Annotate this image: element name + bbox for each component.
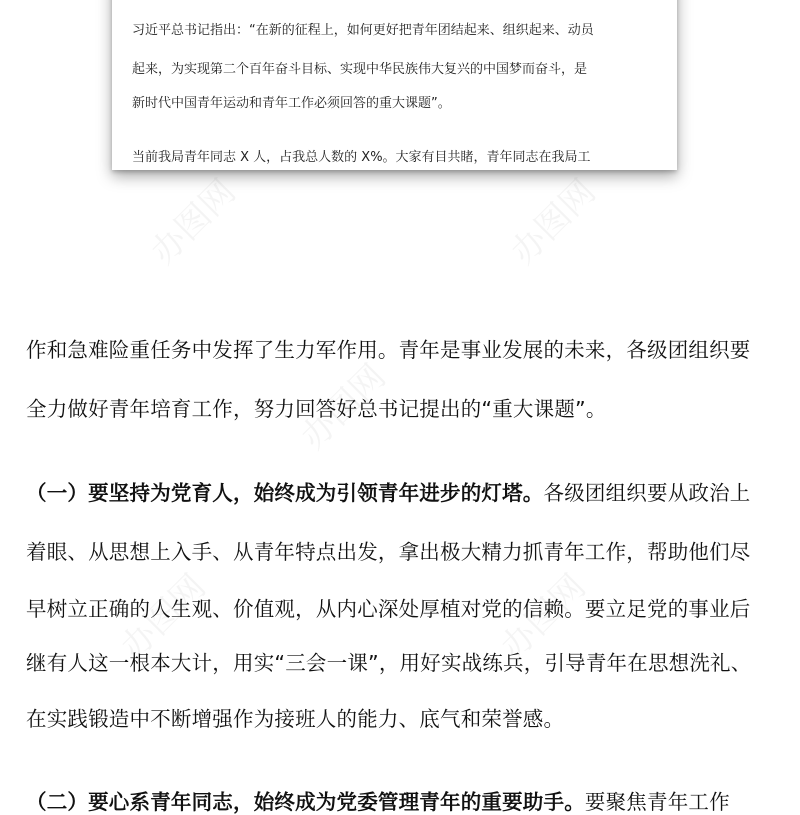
section-two-heading: （二）要心系青年同志，始终成为党委管理青年的重要助手。 bbox=[26, 790, 585, 814]
paragraph-line: 继有人这一根本大计，用实“三会一课”，用好实战练兵，引导青年在思想洗礼、 bbox=[26, 651, 752, 675]
section-two-first-line bbox=[26, 785, 786, 815]
section-one-first-line bbox=[26, 476, 786, 506]
preview-line: 习近平总书记指出：“在新的征程上，如何更好把青年团结起来、组织起来、动员 bbox=[132, 23, 594, 38]
paragraph-line: 着眼、从思想上入手、从青年特点出发，拿出极大精力抓青年工作，帮助他们尽 bbox=[26, 540, 751, 564]
watermark: 办图网 bbox=[493, 566, 594, 668]
watermark: 办图网 bbox=[143, 171, 244, 273]
paragraph-line: 在实践锻造中不断增强作为接班人的能力、底气和荣誉感。 bbox=[26, 707, 565, 731]
preview-line: 起来，为实现第二个百年奋斗目标、实现中华民族伟大复兴的中国梦而奋斗，是 bbox=[132, 62, 588, 77]
section-one-heading: （一）要坚持为党育人，始终成为引领青年进步的灯塔。 bbox=[26, 481, 544, 505]
paragraph-text: 各级团组织要从政治上 bbox=[543, 481, 751, 505]
paragraph-line: 作和急难险重任务中发挥了生力军作用。青年是事业发展的未来，各级团组织要 bbox=[26, 338, 751, 362]
paragraph-line: 全力做好青年培育工作，努力回答好总书记提出的“重大课题”。 bbox=[26, 397, 607, 421]
document-preview-card bbox=[112, 0, 677, 170]
paragraph-text: 要聚焦青年工作 bbox=[584, 790, 730, 814]
watermark: 办图网 bbox=[113, 566, 214, 668]
watermark: 办图网 bbox=[293, 356, 394, 458]
watermark: 办图网 bbox=[503, 171, 604, 273]
preview-line: 新时代中国青年运动和青年工作必须回答的重大课题”。 bbox=[132, 96, 451, 111]
paragraph-line: 早树立正确的人生观、价值观，从内心深处厚植对党的信赖。要立足党的事业后 bbox=[26, 597, 751, 621]
preview-line: 当前我局青年同志 X 人，占我总人数的 X%。大家有目共睹，青年同志在我局工 bbox=[132, 150, 591, 165]
